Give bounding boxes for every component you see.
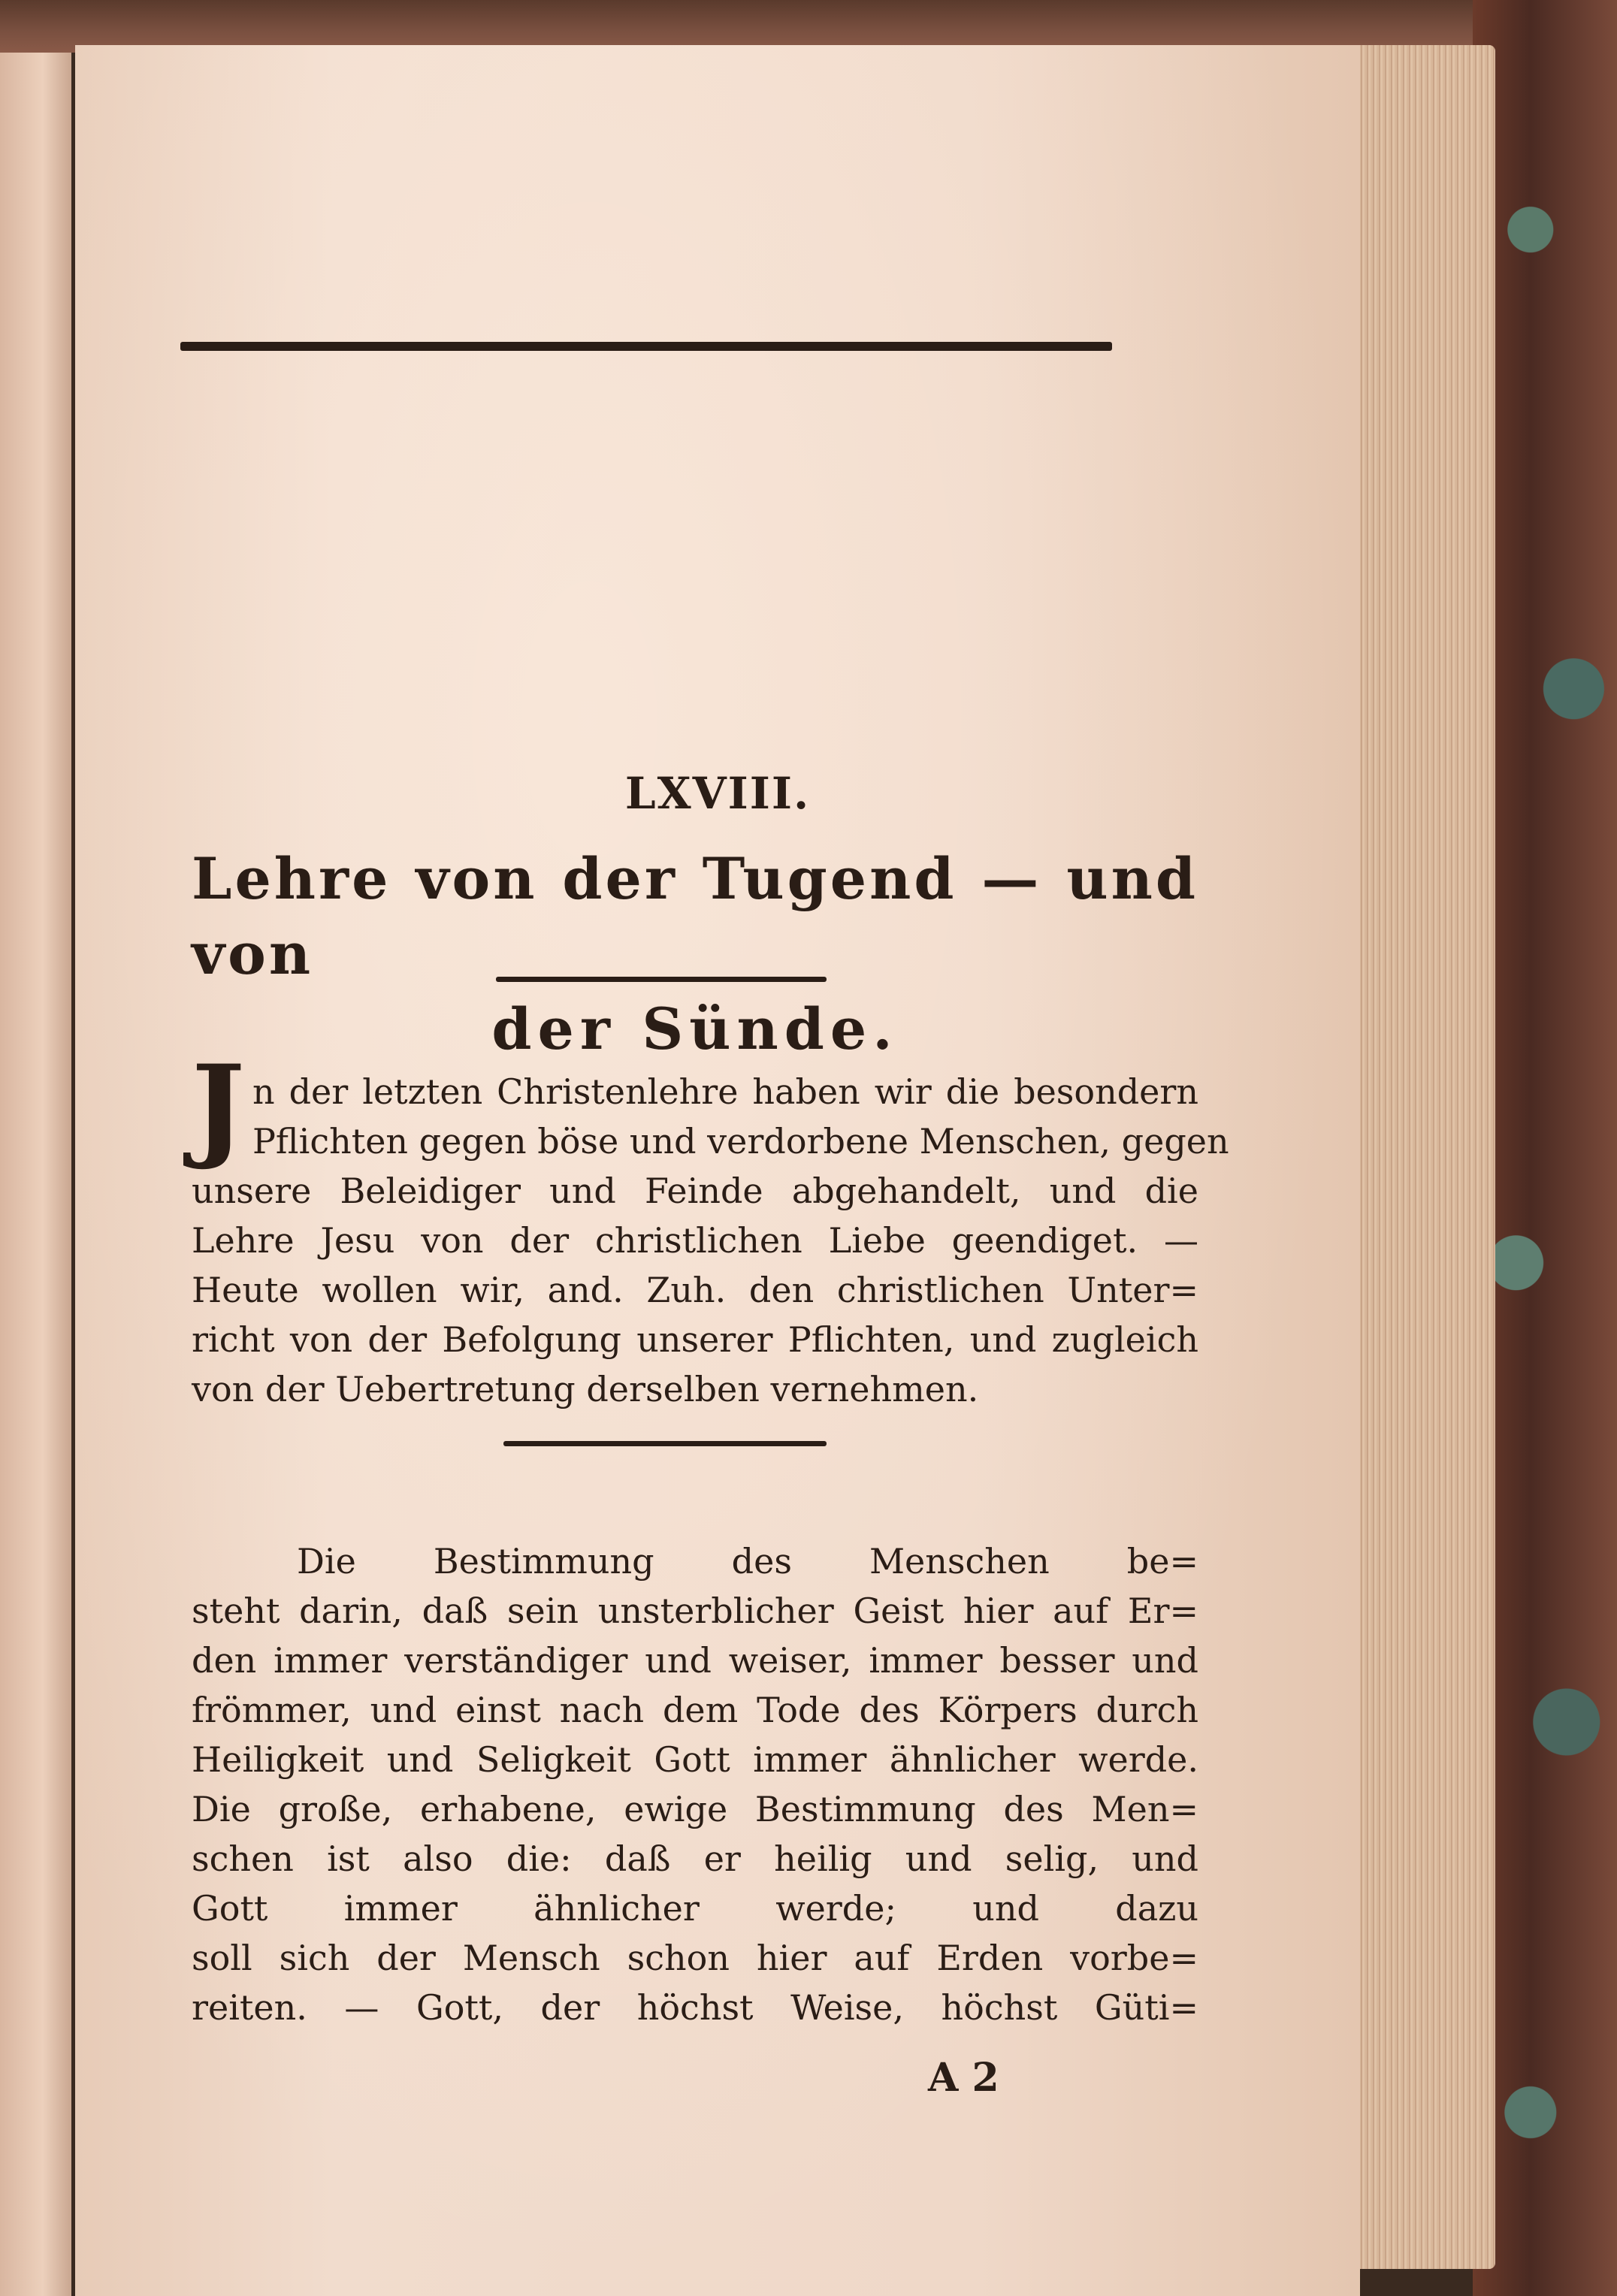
chapter-title-line-1: Lehre von der Tugend — und von — [192, 845, 1198, 987]
drop-cap: J — [192, 1041, 245, 1173]
body-line: soll sich der Mensch schon hier auf Erden vorbe= — [192, 1938, 1198, 1978]
body-line: den immer verständiger und weiser, immer besser und — [192, 1640, 1198, 1681]
intro-line: richt von der Befolgung unserer Pflichten, und zugleich — [192, 1319, 1198, 1360]
intro-paragraph — [192, 1041, 1229, 1414]
intro-line: Lehre Jesu von der christlichen Liebe geendiget. — — [192, 1220, 1198, 1261]
intro-line: Pflichten gegen böse und verdorbene Menschen, gegen — [252, 1121, 1229, 1162]
body-line: Die Bestimmung des Menschen be= — [297, 1541, 1198, 1582]
chapter-title — [192, 841, 1198, 1067]
body-line: schen ist also die: daß er heilig und selig, und — [192, 1838, 1198, 1879]
intro-line: unsere Beleidiger und Feinde abgehandelt, und die — [192, 1171, 1198, 1211]
body-line: steht darin, daß sein unsterblicher Geist hier auf Er= — [192, 1591, 1198, 1631]
body-line: frömmer, und einst nach dem Tode des Körpers durch — [192, 1690, 1198, 1730]
intro-line: von der Uebertretung derselben vernehmen. — [192, 1369, 979, 1409]
section-divider — [503, 1441, 827, 1446]
body-paragraph — [192, 1536, 1198, 2032]
page-block-edges — [1353, 45, 1495, 2269]
body-line: Die große, erhabene, ewige Bestimmung des Men= — [192, 1789, 1198, 1829]
chapter-title-line-2: der Sünde. — [491, 995, 899, 1062]
book-page — [75, 45, 1360, 2296]
intro-line: n der letzten Christenlehre haben wir die besondern — [252, 1071, 1198, 1112]
body-line: Gott immer ähnlicher werde; und dazu — [192, 1888, 1198, 1929]
chapter-number: LXVIII. — [624, 768, 811, 819]
left-page-sliver — [0, 53, 71, 2296]
body-line: reiten. — Gott, der höchst Weise, höchst Güti= — [192, 1987, 1198, 2028]
body-line: Heiligkeit und Seligkeit Gott immer ähnlicher werde. — [192, 1739, 1198, 1780]
header-rule — [180, 342, 1112, 351]
title-divider — [496, 977, 827, 982]
intro-line: Heute wollen wir, and. Zuh. den christlichen Unter= — [192, 1270, 1198, 1310]
signature-mark: A 2 — [928, 2055, 999, 2101]
